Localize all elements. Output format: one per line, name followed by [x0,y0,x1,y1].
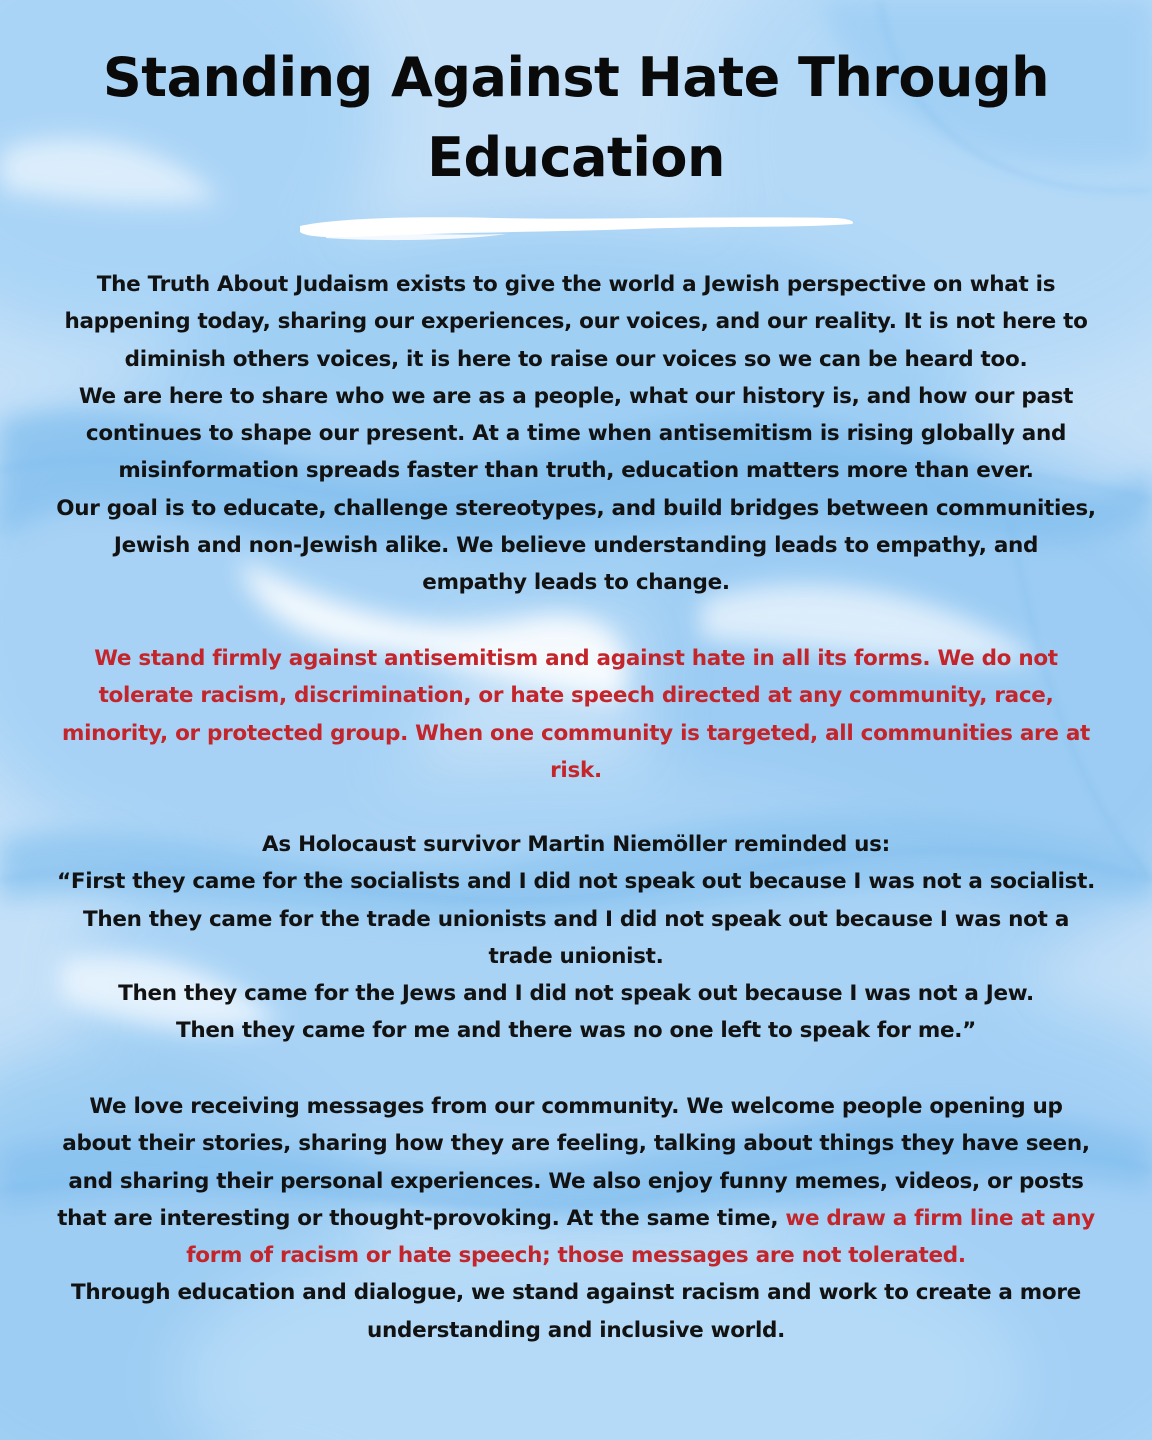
title-line-1: Standing Against Hate Through [102,46,1050,109]
community-line-2: about their stories, sharing how they are feeling, talking about things they have seen, [62,1131,1090,1157]
page-title [0,38,1152,198]
intro-line-6: misinformation spreads faster than truth, education matters more than ever. [118,458,1034,484]
community-line-4 [54,1200,1098,1237]
intro-line-5: continues to shape our present. At a time when antisemitism is rising globally and [85,421,1067,447]
stance-line-1: We stand firmly against antisemitism and against hate in all its forms. We do not [94,646,1058,671]
quote-intro: As Holocaust survivor Martin Niemöller reminded us: [262,832,890,857]
quote-line-3: trade unionist. [488,943,664,969]
intro-line-9: empathy leads to change. [422,570,730,596]
intro-line-3: diminish others voices, it is here to raise our voices so we can be heard too. [124,346,1028,372]
community-line-7: understanding and inclusive world. [366,1317,786,1343]
quote-line-4: Then they came for the Jews and I did not speak out because I was not a Jew. [118,981,1034,1007]
brush-stroke-divider [296,210,858,244]
intro-line-1: The Truth About Judaism exists to give the world a Jewish perspective on what is [96,272,1056,297]
community-line-6: Through education and dialogue, we stand against racism and work to create a more [71,1280,1081,1306]
community-line-5-emphasis: form of racism or hate speech; those messages are not tolerated. [186,1243,966,1269]
community-paragraph [54,1088,1098,1349]
quote-line-5: Then they came for me and there was no one left to speak for me.” [176,1018,976,1044]
quote-section [54,826,1098,1050]
stance-line-2: tolerate racism, discrimination, or hate speech directed at any community, race, [98,683,1054,709]
intro-line-2: happening today, sharing our experiences, our voices, and our reality. It is not here to [64,309,1088,335]
intro-line-8: Jewish and non-Jewish alike. We believe understanding leads to empathy, and [113,533,1039,559]
community-line-3: and sharing their personal experiences. We also enjoy funny memes, videos, or posts [68,1168,1084,1194]
intro-line-7: Our goal is to educate, challenge stereotypes, and build bridges between communities, [56,495,1096,521]
stance-line-4: risk. [550,757,602,783]
stance-paragraph [54,640,1098,789]
stance-line-3: minority, or protected group. When one community is targeted, all communities are at [61,720,1091,746]
community-line-4-emphasis: we draw a firm line at any [785,1205,1095,1231]
community-line-4-text: that are interesting or thought-provoking. At the same time, [57,1205,786,1231]
quote-line-1: “First they came for the socialists and I did not speak out because I was not a socialist. [57,869,1095,895]
quote-line-2: Then they came for the trade unionists and I did not speak out because I was not a [82,906,1070,932]
title-line-2: Education [427,126,725,189]
intro-line-4: We are here to share who we are as a people, what our history is, and how our past [78,383,1074,409]
intro-paragraph [54,266,1098,602]
community-line-1: We love receiving messages from our community. We welcome people opening up [89,1094,1063,1119]
